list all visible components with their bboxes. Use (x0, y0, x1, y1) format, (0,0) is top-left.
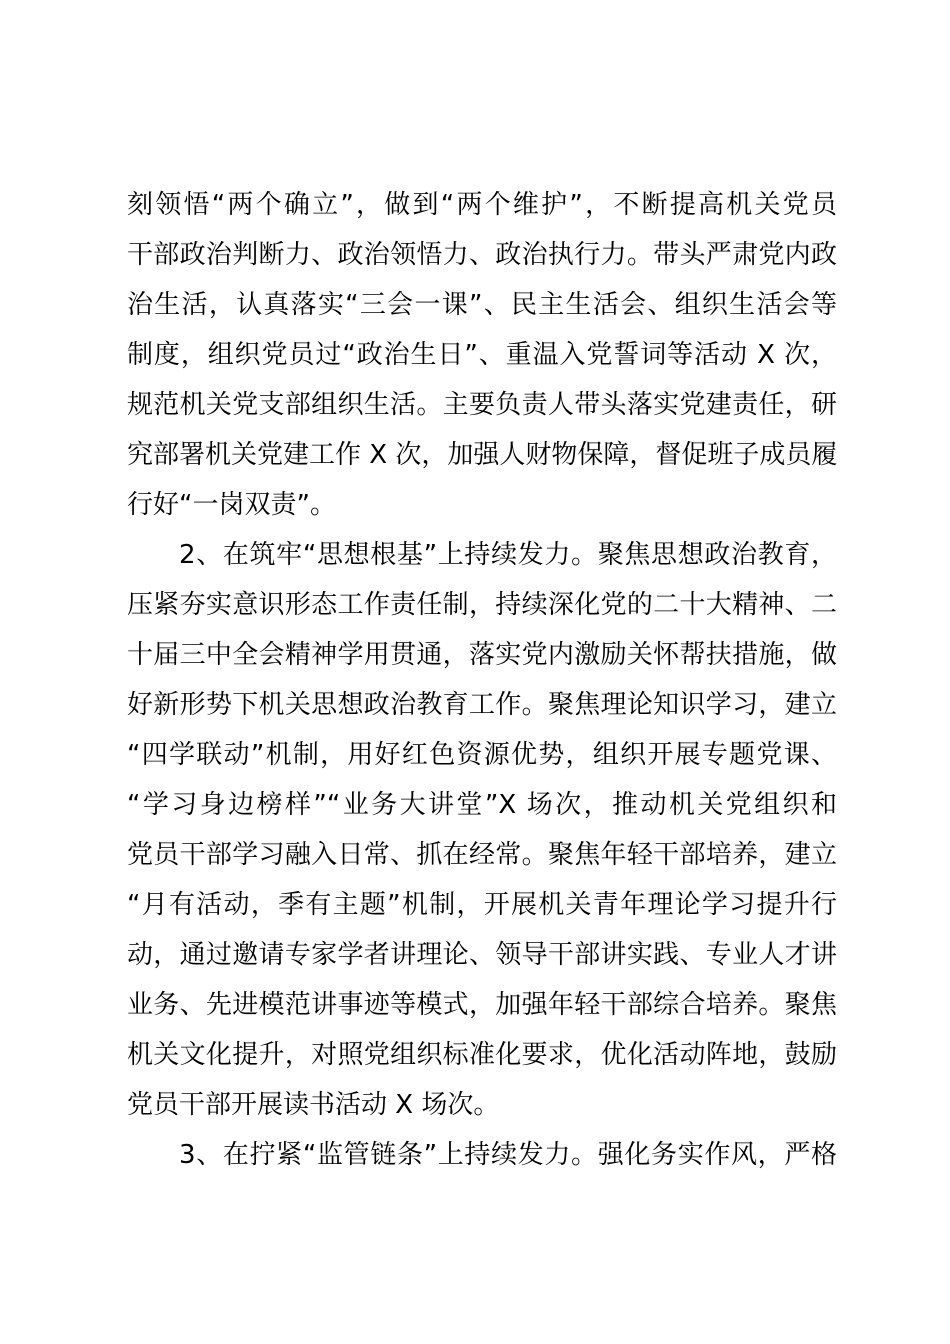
text-line: 规范机关党支部组织生活。主要负责人带头落实党建责任，研 (127, 390, 837, 420)
text-line: “月有活动，季有主题”机制，开展机关青年理论学习提升行 (127, 890, 837, 920)
text-line: 机关文化提升，对照党组织标准化要求，优化活动阵地，鼓励 (127, 1040, 837, 1070)
text-line: 党员干部开展读书活动 X 场次。 (127, 1090, 500, 1120)
text-line: 制度，组织党员过“政治生日”、重温入党誓词等活动 X 次， (127, 340, 837, 370)
text-line: 好新形势下机关思想政治教育工作。聚焦理论知识学习，建立 (127, 690, 837, 720)
text-line: 究部署机关党建工作 X 次，加强人财物保障，督促班子成员履 (127, 440, 838, 470)
text-line: “四学联动”机制，用好红色资源优势，组织开展专题党课、 (127, 740, 837, 770)
text-line: “学习身边榜样”“业务大讲堂”X 场次，推动机关党组织和 (127, 790, 837, 820)
text-line: 业务、先进模范讲事迹等模式，加强年轻干部综合培养。聚焦 (127, 990, 837, 1020)
paragraph-heading-line: 3、在拧紧“监管链条”上持续发力。强化务实作风，严格 (179, 1140, 837, 1170)
text-line: 行好“一岗双责”。 (127, 490, 336, 520)
text-line: 十届三中全会精神学用贯通，落实党内激励关怀帮扶措施，做 (127, 640, 837, 670)
document-body (127, 180, 837, 1180)
text-line: 治生活，认真落实“三会一课”、民主生活会、组织生活会等 (127, 290, 837, 320)
text-line: 党员干部学习融入日常、抓在经常。聚焦年轻干部培养，建立 (127, 840, 837, 870)
text-line: 压紧夯实意识形态工作责任制，持续深化党的二十大精神、二 (127, 590, 837, 620)
text-line: 干部政治判断力、政治领悟力、政治执行力。带头严肃党内政 (127, 240, 837, 270)
text-line: 动，通过邀请专家学者讲理论、领导干部讲实践、专业人才讲 (127, 940, 837, 970)
text-line: 刻领悟“两个确立”，做到“两个维护”，不断提高机关党员 (127, 190, 837, 220)
paragraph-heading-line: 2、在筑牢“思想根基”上持续发力。聚焦思想政治教育， (179, 540, 837, 570)
